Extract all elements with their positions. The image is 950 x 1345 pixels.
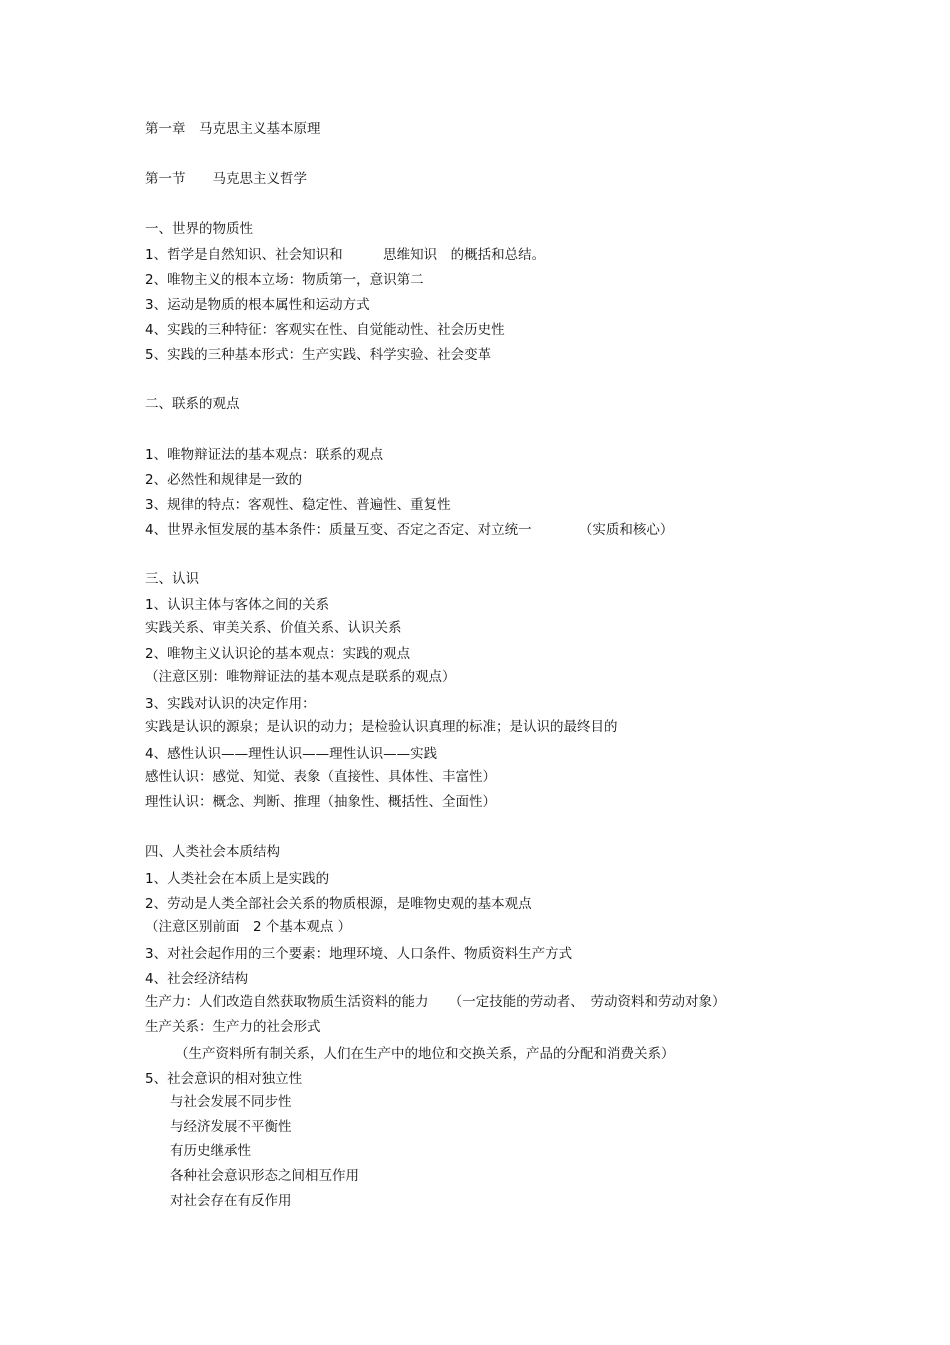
part3-line: （注意区别：唯物辩证法的基本观点是联系的观点）: [145, 669, 456, 685]
part4-line: （生产资料所有制关系，人们在生产中的地位和交换关系，产品的分配和消费关系）: [175, 1046, 675, 1062]
part4-line: 生产力：人们改造自然获取物质生活资料的能力 （一定技能的劳动者、 劳动资料和劳动对象）: [145, 994, 726, 1010]
part1-heading: 一、世界的物质性: [145, 221, 253, 237]
part1-item: 5、实践的三种基本形式：生产实践、科学实验、社会变革: [145, 347, 492, 363]
part4-line: 3、对社会起作用的三个要素：地理环境、人口条件、物质资料生产方式: [145, 946, 573, 962]
part2-heading: 二、联系的观点: [145, 396, 240, 412]
part4-line: 2、劳动是人类全部社会关系的物质根源，是唯物史观的基本观点: [145, 896, 532, 912]
part4-sub-item: 有历史继承性: [170, 1143, 251, 1159]
part4-line: 4、社会经济结构: [145, 971, 249, 987]
part3-line: 2、唯物主义认识论的基本观点：实践的观点: [145, 646, 411, 662]
part4-heading: 四、人类社会本质结构: [145, 844, 280, 860]
part4-line: 5、社会意识的相对独立性: [145, 1071, 303, 1087]
part1-item: 3、运动是物质的根本属性和运动方式: [145, 297, 370, 313]
part3-line: 3、实践对认识的决定作用：: [145, 696, 316, 712]
part3-line: 实践是认识的源泉；是认识的动力；是检验认识真理的标准；是认识的最终目的: [145, 719, 618, 735]
part3-line: 1、认识主体与客体之间的关系: [145, 597, 330, 613]
part1-item: 4、实践的三种特征：客观实在性、自觉能动性、社会历史性: [145, 322, 505, 338]
part4-line: 1、人类社会在本质上是实践的: [145, 871, 330, 887]
part2-item: 4、世界永恒发展的基本条件：质量互变、否定之否定、对立统一 （实质和核心）: [145, 522, 674, 538]
part4-sub-item: 与经济发展不平衡性: [170, 1119, 292, 1135]
section-title: 第一节 马克思主义哲学: [145, 171, 307, 187]
part2-item: 2、必然性和规律是一致的: [145, 472, 303, 488]
part4-sub-item: 对社会存在有反作用: [170, 1193, 292, 1209]
part2-item: 3、规律的特点：客观性、稳定性、普遍性、重复性: [145, 497, 451, 513]
part3-line: 感性认识：感觉、知觉、表象（直接性、具体性、丰富性）: [145, 769, 496, 785]
chapter-title: 第一章 马克思主义基本原理: [145, 121, 321, 137]
part3-line: 实践关系、审美关系、价值关系、认识关系: [145, 620, 402, 636]
part4-sub-item: 与社会发展不同步性: [170, 1094, 292, 1110]
part1-item: 1、哲学是自然知识、社会知识和 思维知识 的概括和总结。: [145, 247, 546, 263]
part1-item: 2、唯物主义的根本立场：物质第一，意识第二: [145, 272, 424, 288]
part4-line: 生产关系：生产力的社会形式: [145, 1019, 321, 1035]
part4-sub-item: 各种社会意识形态之间相互作用: [170, 1168, 359, 1184]
part3-heading: 三、认识: [145, 571, 199, 587]
part3-line: 理性认识：概念、判断、推理（抽象性、概括性、全面性）: [145, 794, 496, 810]
part2-item: 1、唯物辩证法的基本观点：联系的观点: [145, 447, 384, 463]
part4-line: （注意区别前面 2 个基本观点 ）: [145, 919, 352, 935]
part3-line: 4、感性认识——理性认识——理性认识——实践: [145, 746, 438, 762]
